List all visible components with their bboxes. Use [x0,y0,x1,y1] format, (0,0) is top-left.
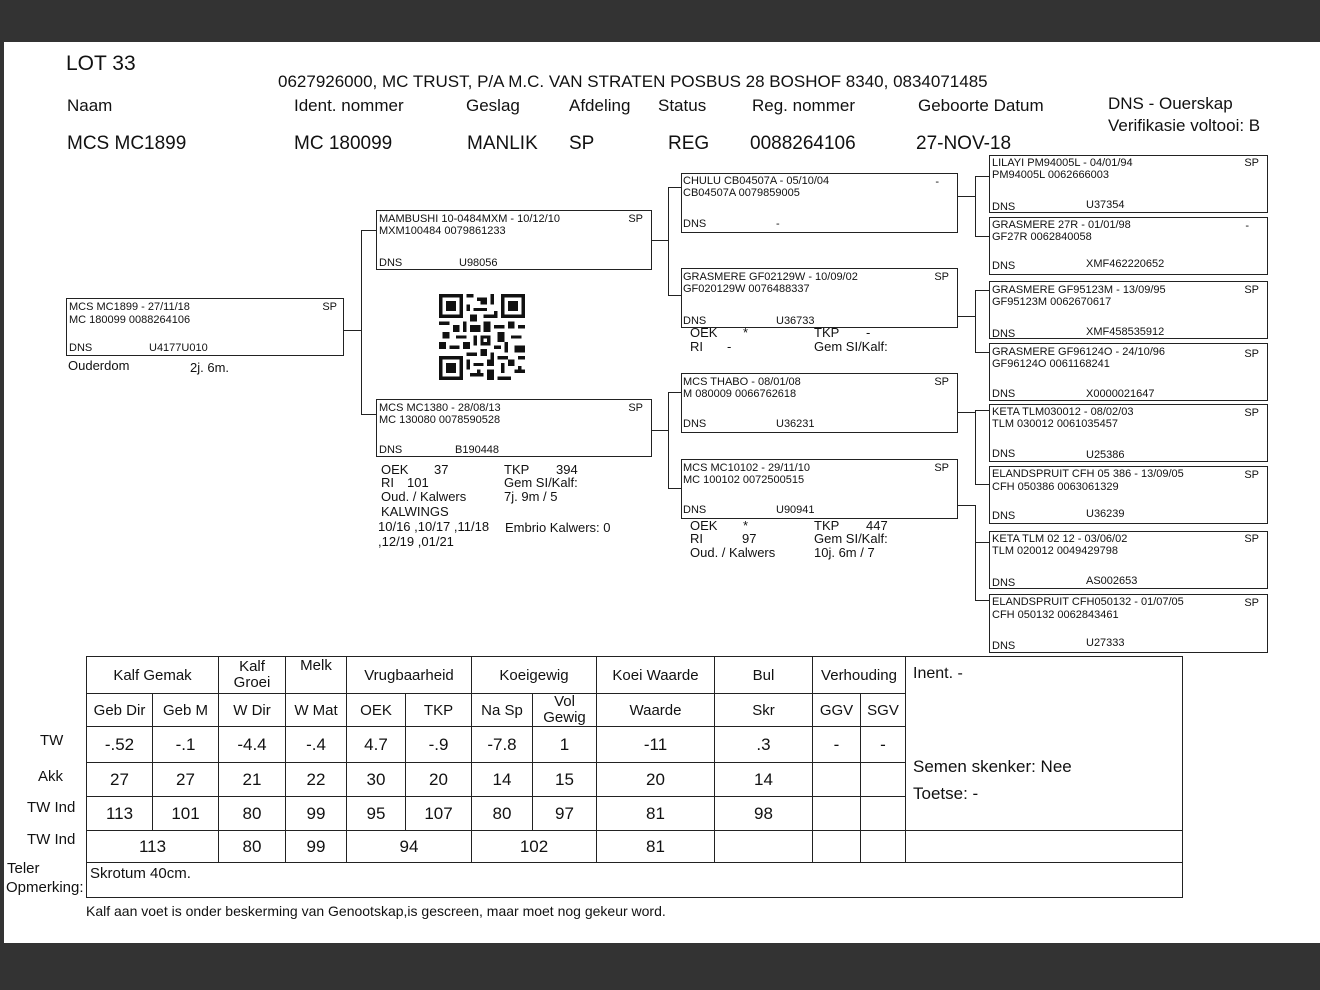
teler-label: Teler [7,860,40,877]
dam-dam-ri-label: RI [690,531,703,546]
header-geboorte: Geboorte Datum [918,96,1044,115]
ggp-2-dns: DNS [992,260,1016,272]
sire-section: SP [628,213,643,225]
dam-dam-dns: DNS [683,504,707,516]
animal-ident: MC 180099 [294,133,393,154]
akk-cell: 21 [219,763,286,797]
great-grandparent-box-3 [989,281,1268,339]
tw-ind-cell: 80 [219,797,286,831]
sire-sire-box [681,173,958,233]
ggp-7-section: SP [1244,533,1259,545]
sire-ids: MXM100484 0079861233 [379,225,506,237]
dam-embrio: Embrio Kalwers: 0 [505,520,611,535]
sire-dam-dns-code: U36733 [776,315,815,327]
ggp-1-section: SP [1244,157,1259,169]
connector [975,410,989,411]
sire-dam-ids: GF020129W 0076488337 [683,283,810,295]
group-melk: Melk [286,657,347,694]
subhead-sgv: SGV [861,694,906,727]
dam-dns: DNS [379,444,403,456]
tw-ind-combined-cell: 94 [347,831,472,863]
ggp-3-dns: DNS [992,328,1016,340]
ggp-6-name: ELANDSPRUIT CFH 05 386 - 13/09/05 [992,468,1184,480]
connector [975,484,989,485]
ggp-5-section: SP [1244,407,1259,419]
ggp-2-dns-code: XMF462220652 [1086,258,1165,270]
tw-cell: -.4 [286,727,347,763]
ouderdom-label: Ouderdom [68,358,130,373]
akk-cell: 20 [406,763,472,797]
group-koeigewig: Koeigewig [472,657,597,694]
sire-dam-box [681,268,958,328]
empty-cell [906,831,1183,863]
akk-cell: 14 [715,763,813,797]
tw-ind-cell: 101 [153,797,219,831]
semen-skenker-text: Semen skenker: Nee [913,757,1072,776]
animal-naam: MCS MC1899 [67,133,187,154]
dam-dam-name: MCS MC10102 - 29/11/10 [683,462,810,474]
sire-dam-oek-label: OEK [690,325,718,340]
tw-ind-cell: 95 [347,797,406,831]
group-koei-waarde: Koei Waarde [597,657,715,694]
akk-cell: 20 [597,763,715,797]
remark-cell [87,863,1183,898]
dam-sire-box [681,373,958,433]
connector [344,330,362,331]
subhead-na-sp: Na Sp [472,694,533,727]
connector [975,542,989,543]
subhead-ggv: GGV [813,694,861,727]
subhead-geb-dir: Geb Dir [87,694,153,727]
great-grandparent-box-7 [989,531,1268,589]
akk-cell: 14 [472,763,533,797]
sire-dam-gem-label: Gem SI/Kalf: [814,339,888,354]
tw-ind-cell: 80 [472,797,533,831]
dam-ri-value: 101 [407,475,429,490]
connector [958,505,976,506]
dam-sire-ids: M 080009 0066762618 [683,388,797,400]
dam-dam-tkp-label: TKP [814,518,840,533]
connector [975,176,989,177]
subject-box [66,298,344,356]
ggp-4-name: GRASMERE GF96124O - 24/10/96 [992,346,1166,358]
subject-section: SP [322,301,337,313]
connector [958,316,976,317]
connector [361,230,376,231]
sire-dam-dns: DNS [683,315,707,327]
connector [361,414,376,415]
dam-ri-label: RI [381,475,394,490]
ggp-7-name: KETA TLM 02 12 - 03/06/02 [992,533,1128,545]
animal-status: REG [668,133,710,154]
tw-ind-cell [861,797,906,831]
connector [975,236,989,237]
dam-dam-section: SP [934,462,949,474]
dam-oek-value: 37 [434,462,449,477]
ggp-8-name: ELANDSPRUIT CFH050132 - 01/07/05 [992,596,1184,608]
akk-cell: 22 [286,763,347,797]
sire-dam-section: SP [934,271,949,283]
great-grandparent-box-2 [989,217,1268,275]
dam-dam-oek-value: * [743,518,749,533]
tw-cell: 1 [533,727,597,763]
akk-cell: 15 [533,763,597,797]
ggp-7-dns: DNS [992,577,1016,589]
ggp-4-dns: DNS [992,388,1016,400]
dam-sire-dns: DNS [683,418,707,430]
dam-sire-dns-code: U36231 [776,418,815,430]
inent-text: Inent. - [913,665,963,682]
tw-ind-cell: 81 [597,797,715,831]
subhead-oek: OEK [347,694,406,727]
lot-number: LOT 33 [66,52,136,75]
akk-cell: 30 [347,763,406,797]
tw-cell: -.52 [87,727,153,763]
header-afdeling: Afdeling [569,96,631,115]
animal-geboorte: 27-NOV-18 [916,133,1012,154]
dam-gem-label: Gem SI/Kalf: [504,475,578,490]
toetse-text: Toetse: - [913,784,979,803]
ggp-8-dns-code: U27333 [1086,637,1125,649]
connector [668,187,681,188]
ggp-6-dns-code: U36239 [1086,508,1125,520]
subhead-waarde: Waarde [597,694,715,727]
subhead-vol-gewig-line2: Gewig [543,709,586,726]
akk-cell: 27 [87,763,153,797]
ggp-6-dns: DNS [992,510,1016,522]
connector [958,196,976,197]
dam-tkp-value: 394 [556,462,578,477]
tw-cell: - [861,727,906,763]
row-label-tw: TW [40,732,64,749]
ggp-4-ids: GF96124O 0061168241 [992,358,1110,370]
dam-dns-code: B190448 [455,444,500,456]
connector [668,295,681,296]
header-dns-ouerskap: DNS - Ouerskap [1108,94,1233,113]
header-naam: Naam [67,96,113,115]
connector [652,240,669,241]
dam-box [376,399,652,457]
header-dns-verifikasie: Verifikasie voltooi: B [1108,116,1261,135]
sire-dam-name: GRASMERE GF02129W - 10/09/02 [683,271,858,283]
tw-ind-cell: 113 [87,797,153,831]
great-grandparent-box-1 [989,155,1268,213]
subhead-vol-gewig-line1: Vol [554,693,575,710]
sire-sire-section: - [935,176,939,188]
owner-line: 0627926000, MC TRUST, P/A M.C. VAN STRATEN POSBUS 28 BOSHOF 8340, 0834071485 [278,72,988,91]
dam-section: SP [628,402,643,414]
ggp-8-ids: CFH 050132 0062843461 [992,609,1119,621]
row-label-tw-ind-combined: TW Ind [27,831,76,848]
tw-cell: -.1 [153,727,219,763]
connector [975,600,989,601]
sire-dns: DNS [379,257,403,269]
group-vrugbaarheid: Vrugbaarheid [347,657,472,694]
group-verhouding: Verhouding [813,657,906,694]
subhead-w-mat: W Mat [286,694,347,727]
ggp-8-section: SP [1244,597,1259,609]
ggp-2-section: - [1245,220,1249,232]
empty-cell [861,831,906,863]
tw-ind-combined-cell: 99 [286,831,347,863]
dam-kalwings-dates-2: ,12/19 ,01/21 [378,534,454,549]
bottom-dark-band [0,943,1320,990]
tw-ind-cell: 98 [715,797,813,831]
sire-dns-code: U98056 [459,257,498,269]
tw-cell: -11 [597,727,715,763]
subhead-w-dir: W Dir [219,694,286,727]
tw-ind-combined-cell: 102 [472,831,597,863]
subject-dns: DNS [69,342,93,354]
tw-ind-combined-cell: 80 [219,831,286,863]
tw-ind-cell: 99 [286,797,347,831]
connector [668,392,681,393]
akk-cell [861,763,906,797]
header-status: Status [658,96,707,115]
connector [975,290,976,352]
sire-sire-dns-code: - [776,218,780,230]
dam-tkp-label: TKP [504,462,530,477]
ggp-8-dns: DNS [992,640,1016,652]
sire-dam-oek-value: * [743,325,749,340]
notes-cell [906,657,1183,831]
sire-box [376,210,652,270]
row-label-tw-ind: TW Ind [27,799,76,816]
ggp-6-ids: CFH 050386 0063061329 [992,481,1119,493]
tw-ind-combined-cell: 113 [87,831,219,863]
connector [975,410,976,484]
animal-afdeling: SP [569,133,595,154]
subhead-skr: Skr [715,694,813,727]
dam-dam-ri-value: 97 [742,531,757,546]
dam-dam-ids: MC 100102 0072500515 [683,474,805,486]
footer-note: Kalf aan voet is onder beskerming van Genootskap,is gescreen, maar moet nog gekeur word. [86,903,666,919]
group-kalf-groei [219,657,286,694]
row-label-akk: Akk [38,768,64,785]
great-grandparent-box-8 [989,594,1268,653]
great-grandparent-box-4 [989,343,1268,401]
ggp-5-name: KETA TLM030012 - 08/02/03 [992,406,1134,418]
animal-reg: 0088264106 [750,133,856,154]
group-bul: Bul [715,657,813,694]
ggp-1-ids: PM94005L 0062666003 [992,169,1110,181]
remark-text: Skrotum 40cm. [90,865,191,882]
connector [975,290,989,291]
ggp-3-dns-code: XMF458535912 [1086,326,1165,338]
tw-cell: 4.7 [347,727,406,763]
header-geslag: Geslag [466,96,520,115]
ggp-3-name: GRASMERE GF95123M - 13/09/95 [992,284,1166,296]
group-kalf-groei-line2: Groei [233,674,271,691]
dam-dam-oek-label: OEK [690,518,718,533]
subject-name: MCS MC1899 - 27/11/18 [69,301,190,313]
dam-ids: MC 130080 0078590528 [379,414,501,426]
ggp-5-dns-code: U25386 [1086,449,1125,461]
subhead-geb-m: Geb M [153,694,219,727]
ggp-7-ids: TLM 020012 0049429798 [992,545,1118,557]
sire-dam-tkp-value: - [866,325,871,340]
tw-cell: -.9 [406,727,472,763]
ggp-1-dns: DNS [992,201,1016,213]
sire-name: MAMBUSHI 10-0484MXM - 10/12/10 [379,213,560,225]
tw-cell: -4.4 [219,727,286,763]
subject-ids: MC 180099 0088264106 [69,314,191,326]
dam-oud-label: Oud. / Kalwers [381,489,467,504]
ggp-6-section: SP [1244,469,1259,481]
empty-cell [813,831,861,863]
connector [958,412,976,413]
header-ident: Ident. nommer [294,96,404,115]
dam-sire-name: MCS THABO - 08/01/08 [683,376,801,388]
sire-sire-dns: DNS [683,218,707,230]
subject-dns-code: U4177U010 [149,342,208,354]
dam-dam-box [681,459,958,519]
tw-cell: - [813,727,861,763]
tw-ind-cell [813,797,861,831]
connector [361,230,362,414]
ggp-4-section: SP [1244,348,1259,360]
dam-dam-tkp-value: 447 [866,518,888,533]
subhead-tkp: TKP [406,694,472,727]
animal-geslag: MANLIK [467,133,538,154]
tw-cell: -7.8 [472,727,533,763]
opmerking-label: Opmerking: [6,879,84,896]
akk-cell: 27 [153,763,219,797]
sire-dam-ri-value: - [727,339,732,354]
ggp-5-dns: DNS [992,448,1016,460]
empty-cell [715,831,813,863]
connector [652,430,669,431]
connector [668,488,681,489]
tw-ind-combined-cell: 81 [597,831,715,863]
akk-cell [813,763,861,797]
sire-sire-name: CHULU CB04507A - 05/10/04 [683,175,830,187]
ggp-2-name: GRASMERE 27R - 01/01/98 [992,219,1131,231]
breeding-values-table [86,656,1183,898]
header-reg: Reg. nommer [752,96,855,115]
dam-sire-section: SP [934,376,949,388]
connector [975,352,989,353]
dam-kalwings-label: KALWINGS [381,504,449,519]
connector [668,392,669,488]
top-dark-band [0,0,1320,42]
qr-code [437,294,527,380]
ggp-1-dns-code: U37354 [1086,199,1125,211]
sire-dam-ri-label: RI [690,339,703,354]
ouderdom-value: 2j. 6m. [190,360,230,375]
great-grandparent-box-5 [989,404,1268,462]
ggp-1-name: LILAYI PM94005L - 04/01/94 [992,157,1133,169]
tw-ind-cell: 97 [533,797,597,831]
connector [975,505,976,600]
ggp-5-ids: TLM 030012 0061035457 [992,418,1118,430]
dam-dam-dns-code: U90941 [776,504,815,516]
ggp-3-ids: GF95123M 0062670617 [992,296,1112,308]
group-kalf-gemak: Kalf Gemak [87,657,219,694]
dam-oek-label: OEK [381,462,409,477]
connector [668,187,669,295]
sire-sire-ids: CB04507A 0079859005 [683,187,800,199]
subhead-vol-gewig [533,694,597,727]
dam-kalwings-dates-1: 10/16 ,10/17 ,11/18 [378,519,490,534]
ggp-4-dns-code: X0000021647 [1086,388,1155,400]
group-kalf-groei-line1: Kalf [239,658,265,675]
great-grandparent-box-6 [989,466,1268,524]
dam-dam-oud-value: 10j. 6m / 7 [814,545,875,560]
connector [975,176,976,236]
dam-dam-oud-label: Oud. / Kalwers [690,545,776,560]
dam-oud-value: 7j. 9m / 5 [504,489,558,504]
tw-ind-cell: 107 [406,797,472,831]
tw-cell: .3 [715,727,813,763]
dam-dam-gem-label: Gem SI/Kalf: [814,531,888,546]
sire-dam-tkp-label: TKP [814,325,840,340]
ggp-2-ids: GF27R 0062840058 [992,231,1092,243]
dam-name: MCS MC1380 - 28/08/13 [379,402,501,414]
ggp-3-section: SP [1244,284,1259,296]
ggp-7-dns-code: AS002653 [1086,575,1138,587]
